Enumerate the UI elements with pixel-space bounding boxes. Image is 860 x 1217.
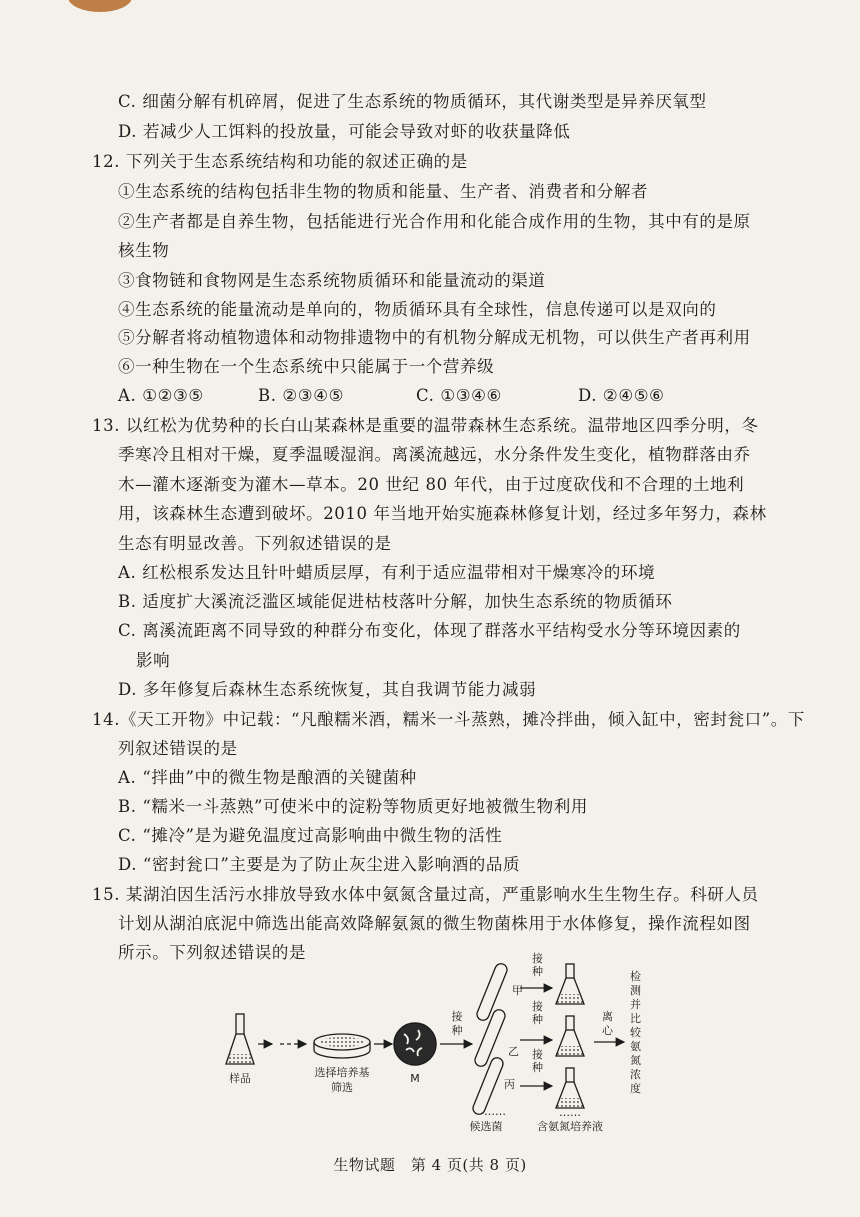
inoculate-label-jia-part: 接 <box>532 952 543 965</box>
inoculate-label-bing <box>532 1047 543 1074</box>
q11-option-c: C. 细菌分解有机碎屑，促进了生态系统的物质循环，其代谢类型是异养厌氧型 <box>118 92 707 111</box>
q13-stem-1: 13. 以红松为优势种的长白山某森林是重要的温带森林生态系统。温带地区四季分明，冬 <box>92 416 759 435</box>
candidate-label: 候选菌 <box>469 1120 503 1133</box>
q12-statement-2: ②生产者都是自养生物，包括能进行光合作用和化能合成作用的生物，其中有的是原 <box>118 212 751 231</box>
sample-flask <box>226 1014 254 1064</box>
detect-char: 氮 <box>630 1054 641 1067</box>
inoculate-label-bing-part: 接 <box>532 1048 543 1061</box>
q12-option-d: D. ②④⑤⑥ <box>578 386 665 405</box>
q12-statement-5: ⑤分解者将动植物遗体和动物排遗物中的有机物分解成无机物，可以供生产者再利用 <box>118 328 751 347</box>
tube-jia-label: 甲 <box>512 984 523 997</box>
q13-stem-2: 季寒冷且相对干燥，夏季温暖湿润。离溪流越远，水分条件发生变化，植物群落由乔 <box>118 445 751 464</box>
detect-char: 比 <box>630 1012 641 1025</box>
q12-option-a: A. ①②③⑤ <box>118 386 204 405</box>
colony-plate <box>394 1023 436 1065</box>
q14-option-d: D. “密封瓮口”主要是为了防止灰尘进入影响酒的品质 <box>118 855 521 874</box>
q14-stem-1: 14.《天工开物》中记载：“凡酿糯米酒，糯米一斗蒸熟，摊冷拌曲，倾入缸中，密封瓮口”。下 <box>92 710 806 729</box>
q12-stem: 12. 下列关于生态系统结构和功能的叙述正确的是 <box>92 152 468 171</box>
q13-stem-4: 用，该森林生态遭到破坏。2010 年当地开始实施森林修复计划，经过多年努力，森林 <box>118 504 767 523</box>
detect-label <box>630 969 645 1095</box>
q13-option-d: D. 多年修复后森林生态系统恢复，其自我调节能力减弱 <box>118 680 537 699</box>
q14-option-b: B. “糯米一斗蒸熟”可使米中的淀粉等物质更好地被微生物利用 <box>118 797 588 816</box>
q15-stem-2: 计划从湖泊底泥中筛选出能高效降解氨氮的微生物菌株用于水体修复，操作流程如图 <box>118 914 751 933</box>
detect-char: 度 <box>630 1082 641 1095</box>
flask-1 <box>556 964 584 1004</box>
detect-char: 检 <box>630 970 641 983</box>
q14-option-a: A. “拌曲”中的微生物是酿酒的关键菌种 <box>118 768 417 787</box>
select-medium-label: 选择培养基 <box>314 1066 370 1079</box>
detect-char: 氨 <box>630 1040 641 1053</box>
inoculate-label-main <box>452 1009 463 1037</box>
q12-statement-2-cont: 核生物 <box>118 241 170 260</box>
inoculate-label-jia <box>532 951 543 978</box>
q13-stem-5: 生态有明显改善。下列叙述错误的是 <box>118 534 392 553</box>
q11-option-d: D. 若减少人工饵料的投放量，可能会导致对虾的收获量降低 <box>118 122 571 141</box>
tube-yi-label: 乙 <box>508 1045 519 1058</box>
inoculate-label-main-part: 接 <box>451 1010 463 1023</box>
q13-option-a: A. 红松根系发达且针叶蜡质层厚，有利于适应温带相对干燥寒冷的环境 <box>118 563 656 582</box>
flask-3 <box>556 1068 584 1108</box>
q15-stem-3: 所示。下列叙述错误的是 <box>118 943 307 962</box>
culture-dots: …… <box>559 1106 581 1119</box>
q13-option-c-cont: 影响 <box>136 651 171 670</box>
q13-option-b: B. 适度扩大溪流泛滥区域能促进枯枝落叶分解，加快生态系统的物质循环 <box>118 592 673 611</box>
detect-char: 较 <box>630 1026 641 1039</box>
screen-label: 筛选 <box>331 1081 353 1094</box>
q12-statement-4: ④生态系统的能量流动是单向的，物质循环具有全球性，信息传递可以是双向的 <box>118 300 717 319</box>
q12-statement-6: ⑥一种生物在一个生态系统中只能属于一个营养级 <box>118 357 495 376</box>
inoculate-label-main-part: 种 <box>451 1024 463 1037</box>
centrifuge-label-part: 心 <box>602 1024 613 1037</box>
centrifuge-label-part: 离 <box>602 1010 613 1023</box>
colony-label: M <box>410 1072 420 1085</box>
q15-stem-1: 15. 某湖泊因生活污水排放导致水体中氨氮含量过高，严重影响水生生物生存。科研人员 <box>92 885 759 904</box>
tube-bing-label: 丙 <box>504 1078 515 1091</box>
detect-char: 并 <box>630 998 641 1011</box>
q14-stem-2: 列叙述错误的是 <box>118 739 238 758</box>
detect-char: 浓 <box>630 1068 641 1081</box>
culture-label: 含氨氮培养液 <box>537 1120 603 1133</box>
q14-option-c: C. “摊冷”是为避免温度过高影响曲中微生物的活性 <box>118 826 503 845</box>
detect-char: 测 <box>630 984 641 997</box>
q12-option-b: B. ②③④⑤ <box>258 386 344 405</box>
q13-stem-3: 木—灌木逐渐变为灌木—草本。20 世纪 80 年代，由于过度砍伐和不合理的土地利 <box>118 475 745 494</box>
q12-statement-3: ③食物链和食物网是生态系统物质循环和能量流动的渠道 <box>118 271 546 290</box>
inoculate-label-yi-part: 种 <box>532 1013 543 1026</box>
inoculate-label-yi <box>532 999 543 1026</box>
q12-statement-1: ①生态系统的结构包括非生物的物质和能量、生产者、消费者和分解者 <box>118 182 649 201</box>
inoculate-label-yi-part: 接 <box>532 1000 543 1013</box>
q13-option-c: C. 离溪流距离不同导致的种群分布变化，体现了群落水平结构受水分等环境因素的 <box>118 621 741 640</box>
page-footer: 生物试题 第 4 页(共 8 页) <box>333 1156 527 1174</box>
flask-2 <box>556 1016 584 1056</box>
inoculate-label-bing-part: 种 <box>532 1061 543 1074</box>
centrifuge-label <box>602 1010 614 1037</box>
q12-option-c: C. ①③④⑥ <box>416 386 502 405</box>
petri-dish <box>314 1034 370 1058</box>
inoculate-label-jia-part: 种 <box>532 965 543 978</box>
candidate-dots: …… <box>484 1105 506 1118</box>
sample-label: 样品 <box>229 1072 251 1085</box>
